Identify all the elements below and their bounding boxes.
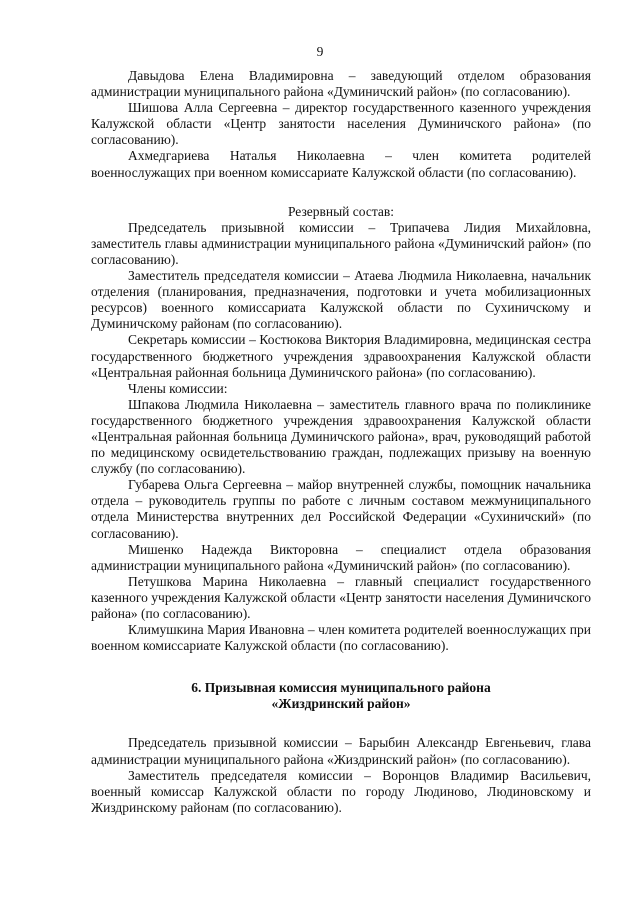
section-heading (91, 680, 591, 712)
paragraph-davydova: Давыдова Елена Владимировна – заведующий отделом образования администрации муниципального района «Думиничский район» (по согласованию). (91, 68, 591, 100)
page-number: 9 (316, 44, 324, 59)
paragraph-akhmedgarieva: Ахмедгариева Наталья Николаевна – член комитета родителей военнослужащих при военном комиссариате Калужской области (по согласованию). (91, 148, 591, 180)
paragraph-mishenko: Мишенко Надежда Викторовна – специалист отдела образования администрации муниципального района «Думиничский район» (по согласованию). (91, 541, 591, 573)
paragraph-gubareva: Губарева Ольга Сергеевна – майор внутренней службы, помощник начальника отдела – руководитель группы по работе с личным составом межмуниципального отдела Министерства внутренних дел Российской Федерации «Сухиничский» (по согласованию). (91, 477, 591, 541)
paragraph-shpakova: Шпакова Людмила Николаевна – заместитель главного врача по поликлинике государственного бюджетного учреждения здравоохранения Калужской области «Центральная районная больница Думиничского района», врач, руководящий работой по медицинскому освидетельствованию граждан, подлежащих призыву на военную службу (по согласованию). (91, 396, 591, 477)
spacer (91, 181, 591, 204)
section-heading-line2: «Жиздринский район» (271, 696, 411, 712)
paragraph-reserve-secretary: Секретарь комиссии – Костюкова Виктория Владимировна, медицинская сестра государственного бюджетного учреждения здравоохранения Калужской области «Центральная районная больница Думиничского района» (по согласованию). (91, 332, 591, 380)
paragraph-reserve-deputy: Заместитель председателя комиссии – Атаева Людмила Николаевна, начальник отделения (планирования, предназначения, подготовки и учета мобилизационных ресурсов) военного комиссариата Калужской области по Сухиничскому и Думиничскому районам (по согласованию). (91, 268, 591, 332)
reserve-heading: Резервный состав: (287, 203, 395, 219)
paragraph-petushkova: Петушкова Марина Николаевна – главный специалист государственного казенного учреждения Калужской области «Центр занятости населения Думиничского района» (по согласованию). (91, 573, 591, 621)
spacer (91, 712, 591, 735)
paragraph-vorontsov: Заместитель председателя комиссии – Воронцов Владимир Васильевич, военный комиссар Калужской области по городу Людиново, Людиновскому и Жиздринскому районам (по согласованию). (91, 767, 591, 815)
paragraph-barybin: Председатель призывной комиссии – Барыбин Александр Евгеньевич, глава администрации муниципального района «Жиздринский район» (по согласованию). (91, 735, 591, 767)
paragraph-klimushkina: Климушкина Мария Ивановна – член комитета родителей военнослужащих при военном комиссариате Калужской области (по согласованию). (91, 622, 591, 654)
spacer (91, 654, 591, 680)
paragraph-members-label: Члены комиссии: (128, 380, 228, 396)
section-heading-line1: 6. Призывная комиссия муниципального района (191, 680, 491, 696)
paragraph-reserve-chair: Председатель призывной комиссии – Трипачева Лидия Михайловна, заместитель главы администрации муниципального района «Думиничский район» (по согласованию). (91, 219, 591, 267)
paragraph-shishova: Шишова Алла Сергеевна – директор государственного казенного учреждения Калужской области «Центр занятости населения Думиничского района» (по согласованию). (91, 100, 591, 148)
document-body (91, 68, 591, 816)
